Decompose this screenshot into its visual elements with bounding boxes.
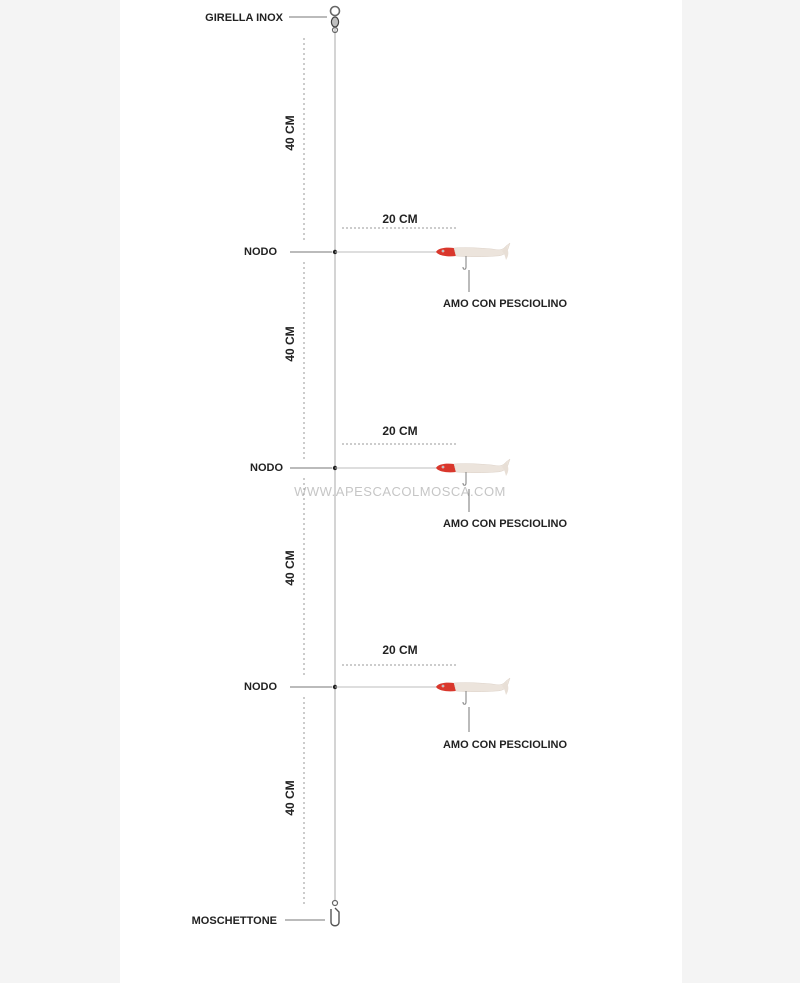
hook-3-label: AMO CON PESCIOLINO [442,739,568,751]
dropper-1 [244,212,567,310]
lure-2-icon [436,459,510,485]
dropper-2-length-label: 20 CM [382,424,418,438]
segment-3-label: 40 CM [283,550,297,586]
knot-1-label: NODO [244,246,277,258]
dropper-3-length-label: 20 CM [382,643,418,657]
dropper-2 [250,424,567,530]
hook-1-label: AMO CON PESCIOLINO [442,298,568,310]
snap-label: MOSCHETTONE [191,915,277,927]
segment-1-label: 40 CM [283,115,297,151]
hook-2-label: AMO CON PESCIOLINO [442,518,568,530]
swivel-label: GIRELLA INOX [205,12,283,24]
knot-3-label: NODO [244,681,277,693]
segment-2-label: 40 CM [283,326,297,362]
dropper-3 [244,643,567,751]
watermark-text: WWW.APESCACOLMOSCA.COM [294,484,506,499]
snap-icon [331,901,339,926]
lure-3-icon [436,678,510,704]
segment-4-label: 40 CM [283,780,297,816]
dropper-1-length-label: 20 CM [382,212,418,226]
lure-1-icon [436,243,510,269]
knot-2-label: NODO [250,462,283,474]
